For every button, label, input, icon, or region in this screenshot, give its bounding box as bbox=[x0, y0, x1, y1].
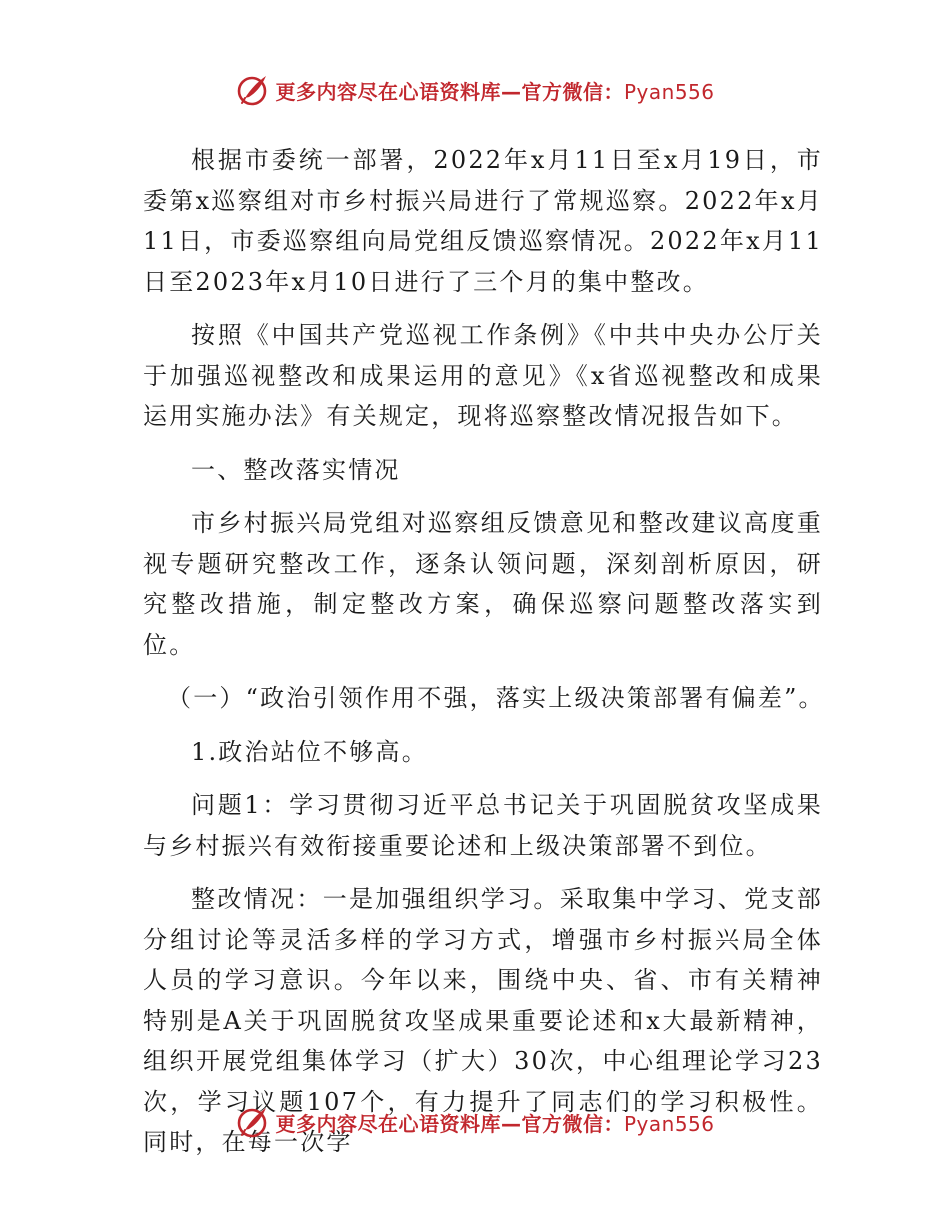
feather-pen-circle-icon bbox=[235, 73, 269, 107]
watermark-text: 更多内容尽在心语资料库—官方微信：Pyan556 bbox=[275, 79, 715, 104]
document-body bbox=[143, 140, 823, 1176]
paragraph: 根据市委统一部署，2022年x月11日至x月19日，市委第x巡察组对市乡村振兴局进行了常规巡察。2022年x月11日，市委巡察组向局党组反馈巡察情况。2022年x月11日至2023年x月10日进行了三个月的集中整改。 bbox=[143, 146, 823, 296]
subsection-heading: （一）“政治引领作用不强，落实上级决策部署有偏差”。 bbox=[167, 684, 825, 712]
watermark-banner-top bbox=[0, 70, 950, 110]
paragraph: 整改情况：一是加强组织学习。采取集中学习、党支部分组讨论等灵活多样的学习方式，增强市乡村振兴局全体人员的学习意识。今年以来，围绕中央、省、市有关精神特别是A关于巩固脱贫攻坚成果重要论述和x大最新精神，组织开展党组集体学习（扩大）30次，中心组理论学习23次，学习议题107个，有力提升了同志们的学习积极性。同时，在每一次学 bbox=[143, 885, 823, 1156]
watermark-text: 更多内容尽在心语资料库—官方微信：Pyan556 bbox=[275, 1111, 715, 1136]
paragraph: 市乡村振兴局党组对巡察组反馈意见和整改建议高度重视专题研究整改工作，逐条认领问题，深刻剖析原因，研究整改措施，制定整改方案，确保巡察问题整改落实到位。 bbox=[143, 509, 823, 659]
paragraph: 问题1：学习贯彻习近平总书记关于巩固脱贫攻坚成果与乡村振兴有效衔接重要论述和上级决策部署不到位。 bbox=[143, 791, 823, 860]
section-heading: 一、整改落实情况 bbox=[191, 455, 401, 484]
paragraph: 按照《中国共产党巡视工作条例》《中共中央办公厅关于加强巡视整改和成果运用的意见》《x省巡视整改和成果运用实施办法》有关规定，现将巡察整改情况报告如下。 bbox=[143, 321, 823, 430]
item-heading: 1.政治站位不够高。 bbox=[191, 737, 428, 766]
watermark-banner-bottom bbox=[0, 1102, 950, 1142]
feather-pen-circle-icon bbox=[235, 1105, 269, 1139]
